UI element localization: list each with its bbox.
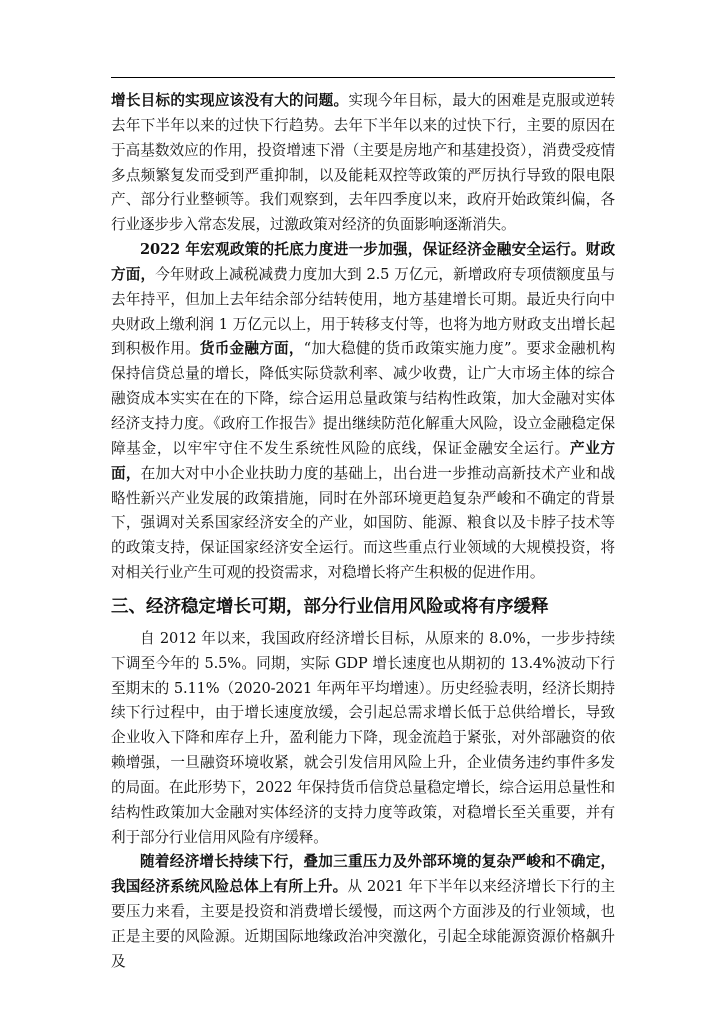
bold-subhead-industry: 产业方面， <box>111 439 615 482</box>
bold-lead: 2022 年宏观政策的托底力度进一步加强，保证经济金融安全运行。财政方面， <box>111 241 615 283</box>
document-body <box>111 89 615 975</box>
paragraph-systemic-risk <box>111 850 615 974</box>
paragraph-macro-policy <box>111 238 615 586</box>
bold-subhead-monetary: 货币金融方面， <box>199 340 304 358</box>
paragraph-growth-target <box>111 89 615 238</box>
paragraph-text: “加大稳健的货币政策实施力度”。要求金融机构保持信贷总量的增长，降低实际贷款利率、减少收费，让广大市场主体的综合融资成本实实在在的下降，综合运用总量政策与结构性政策，加大金融对实体经济支持力度。《政府工作报告》提出继续防范化解重大风险，设立金融稳定保障基金，以牢牢守住不发生系统性风险的底线，保证金融安全运行。 <box>111 340 616 457</box>
paragraph-text: 今年财政上减税减费力度加大到 2.5 万亿元，新增政府专项债额度虽与去年持平，但加上去年结余部分结转使用，地方基建增长可期。最近央行向中央财政上缴利润 1 万亿元以上，用于转移支付等，也将为地方财政支出增长起到积极作用。 <box>111 265 615 358</box>
bold-lead: 随着经济增长持续下行，叠加三重压力及外部环境的复杂严峻和不确定，我国经济系统风险总体上有所上升。 <box>111 853 615 896</box>
paragraph-text: 实现今年目标，最大的困难是克服或逆转去年下半年以来的过快下行趋势。去年下半年以来的过快下行，主要的原因在于高基数效应的作用，投资增速下滑（主要是房地产和基建投资），消费受疫情多点频繁复发而受到严重抑制，以及能耗双控等政策的严厉执行导致的限电限产、部分行业整顿等。我们观察到，去年四季度以来，政府开始政策纠偏，各行业逐步步入常态发展，过激政策对经济的负面影响逐渐消失。 <box>111 92 615 234</box>
bold-lead: 增长目标的实现应该没有大的问题。 <box>111 92 349 109</box>
paragraph-growth-history <box>111 627 615 851</box>
paragraph-text: 自 2012 年以来，我国政府经济增长目标，从原来的 8.0%，一步步持续下调至今年的 5.5%。同期，实际 GDP 增长速度也从期初的 13.4%波动下行至期末的 5.11%（2020-2021 年两年平均增速）。历史经验表明，经济长期持续下行过程中，由于增长速度放缓，会引起总需求增长低于总供给增长，导致企业收入下降和库存上升，盈利能力下降，现金流趋于紧张，对外部融资的依赖增强，一旦融资环境收紧，就会引发信用风险上升，企业债务违约事件多发的局面。在此形势下，2022 年保持货币信贷总量稳定增长，综合运用总量性和结构性政策加大金融对实体经济的支持力度等政策，对稳增长至关重要，并有利于部分行业信用风险有序缓释。 <box>111 629 615 846</box>
paragraph-text: 在加大对中小企业扶助力度的基础上，出台进一步推动高新技术产业和战略性新兴产业发展的政策措施，同时在外部环境更趋复杂严峻和不确定的背景下，强调对关系国家经济安全的产业，如国防、能源、粮食以及卡脖子技术等的政策支持，保证国家经济安全运行。而这些重点行业领域的大规模投资，将对相关行业产生可观的投资需求，对稳增长将产生积极的促进作用。 <box>111 464 615 582</box>
paragraph-text: 从 2021 年下半年以来经济增长下行的主要压力来看，主要是投资和消费增长缓慢，而这两个方面涉及的行业领域，也正是主要的风险源。近期国际地缘政治冲突激化，引起全球能源资源价格飙升及 <box>111 878 615 970</box>
section-heading: 三、经济稳定增长可期，部分行业信用风险或将有序缓释 <box>111 596 549 617</box>
header-rule <box>111 77 615 78</box>
